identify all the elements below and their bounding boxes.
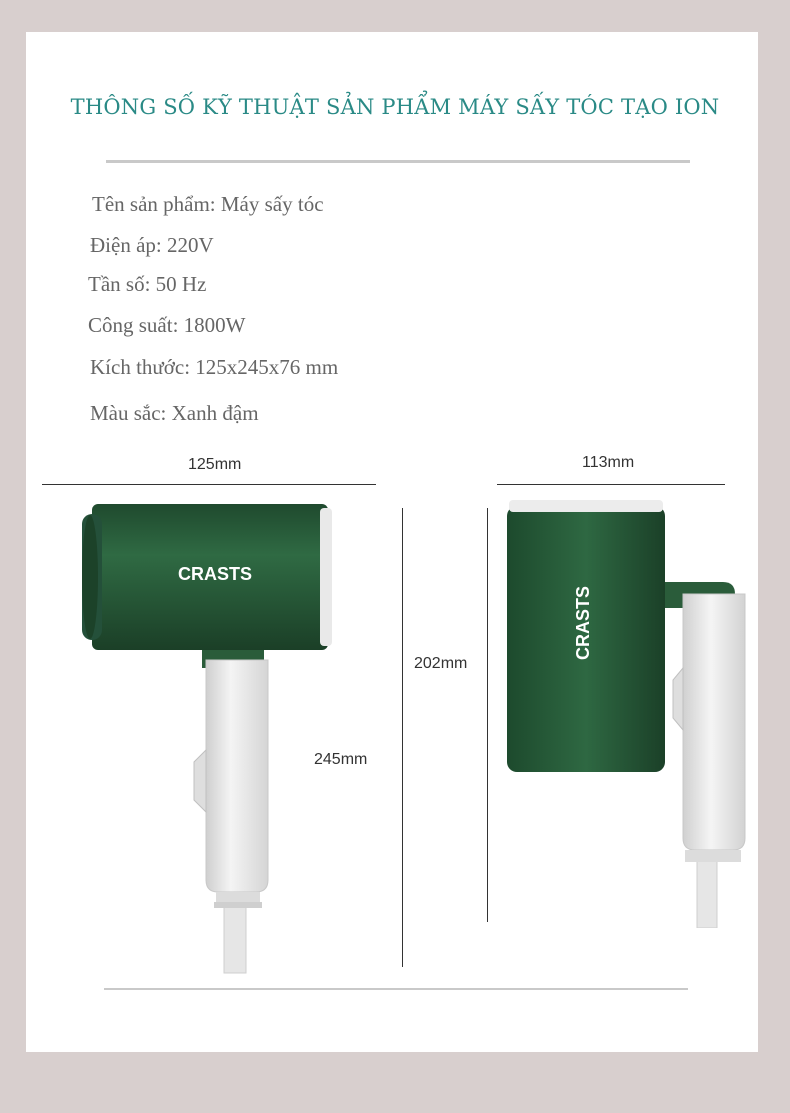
right-width-line — [497, 484, 725, 485]
title-divider — [106, 160, 690, 163]
spec-color: Màu sắc: Xanh đậm — [90, 401, 259, 425]
brand-logo: CRASTS — [178, 564, 253, 584]
right-height-line — [487, 508, 488, 922]
left-width-line — [42, 484, 376, 485]
dryer-handle — [683, 594, 745, 850]
left-height-line — [402, 508, 403, 967]
power-switch — [673, 668, 683, 730]
spec-product-name: Tên sản phẩm: Máy sấy tóc — [92, 192, 324, 216]
right-height-label: 202mm — [414, 655, 468, 672]
spec-power: Công suất: 1800W — [88, 313, 246, 337]
left-height-label: 245mm — [314, 751, 368, 768]
dryer-handle — [206, 660, 268, 892]
spec-voltage: Điện áp: 220V — [90, 233, 214, 257]
hair-dryer-back-view — [505, 498, 750, 928]
brand-logo: CRASTS — [573, 585, 593, 660]
page-title: THÔNG SỐ KỸ THUẬT SẢN PHẨM MÁY SẤY TÓC TẠO ION — [70, 95, 720, 119]
power-switch — [194, 750, 206, 812]
right-width-label: 113mm — [582, 454, 635, 471]
hair-dryer-side-view — [78, 500, 338, 975]
spec-frequency: Tần số: 50 Hz — [88, 272, 207, 296]
spec-dimensions: Kích thước: 125x245x76 mm — [90, 355, 339, 379]
left-width-label: 125mm — [188, 456, 242, 473]
bottom-divider — [104, 988, 688, 990]
